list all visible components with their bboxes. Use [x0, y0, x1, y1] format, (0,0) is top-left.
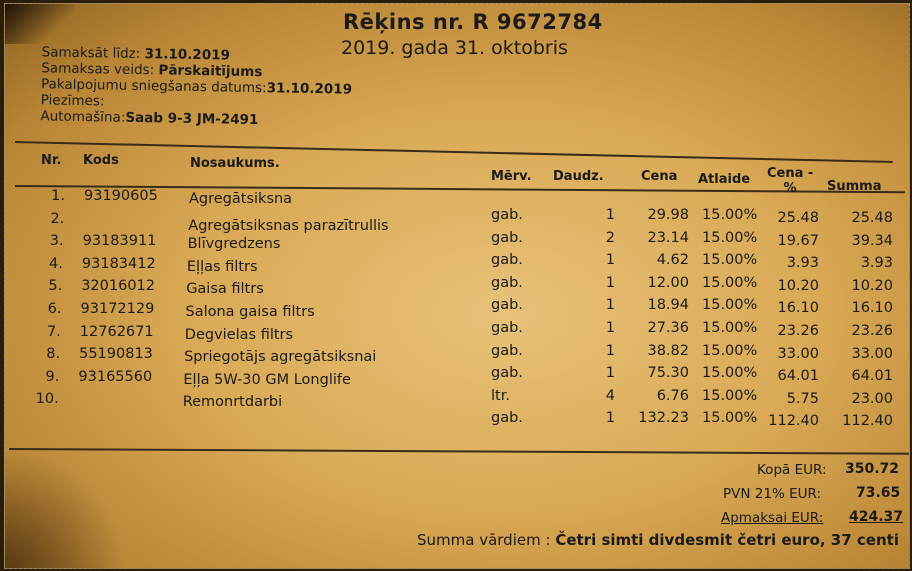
col-sum: Summa — [827, 179, 882, 194]
corner-shadow — [5, 4, 75, 44]
row-qty: 4 — [605, 387, 615, 404]
row-sum: 39.34 — [851, 232, 893, 249]
row-price: 18.94 — [647, 297, 689, 314]
row-qty: 1 — [605, 252, 615, 269]
car-label: Automašīna: — [40, 108, 126, 126]
total-label: Kopā EUR: — [757, 462, 827, 478]
row-price: 12.00 — [647, 274, 689, 291]
row-name: Eļļa 5W-30 GM Longlife — [183, 371, 351, 388]
row-unit: gab. — [491, 410, 523, 427]
row-name: Spriegotājs agregātsiksnai — [184, 349, 377, 366]
row-net-price: 16.10 — [777, 300, 819, 317]
row-qty: 2 — [605, 229, 615, 246]
row-code: 93172129 — [80, 301, 155, 317]
row-net-price: 5.75 — [786, 390, 819, 407]
invoice-title: Rēķins nr. R 9672784 — [343, 10, 603, 34]
words-label: Summa vārdiem : — [417, 531, 551, 549]
row-qty: 1 — [605, 320, 615, 336]
row-qty: 1 — [605, 342, 615, 359]
row-nr: 7. — [46, 323, 61, 340]
row-discount: 15.00% — [702, 387, 758, 404]
row-sum: 23.00 — [851, 390, 893, 407]
row-unit: gab. — [491, 207, 523, 223]
row-net-price: 112.40 — [768, 413, 819, 430]
service-date-value: 31.10.2019 — [266, 80, 353, 98]
row-name: Blīvgredzens — [187, 236, 281, 253]
service-date-label: Pakalpojumu sniegšanas datums: — [40, 76, 267, 97]
row-name: Agregātsiksna — [189, 191, 293, 207]
row-code: 93183412 — [81, 255, 156, 272]
row-name: Salona gaisa filtrs — [185, 304, 315, 320]
words-value: Četri simti divdesmit četri euro, 37 centi — [555, 531, 899, 549]
row-qty: 1 — [605, 207, 615, 223]
row-net-price: 19.67 — [777, 232, 819, 249]
row-discount: 15.00% — [702, 365, 758, 382]
col-nr: Nr. — [41, 153, 62, 168]
row-discount: 15.00% — [702, 229, 758, 246]
row-price: 23.14 — [647, 229, 689, 246]
row-sum: 64.01 — [851, 368, 893, 385]
pay-method-label: Samaksas veids: — [41, 60, 155, 79]
row-unit: gab. — [491, 274, 523, 291]
row-nr: 1. — [51, 188, 65, 204]
row-unit: gab. — [491, 320, 523, 336]
row-discount: 15.00% — [702, 274, 758, 291]
row-discount: 15.00% — [702, 320, 758, 336]
row-price: 6.76 — [656, 387, 689, 404]
row-price: 38.82 — [647, 342, 689, 359]
row-net-price: 64.01 — [777, 368, 819, 385]
row-name: Gaisa filtrs — [186, 281, 264, 298]
col-unit: Mērv. — [491, 169, 532, 184]
row-nr: 5. — [48, 278, 63, 295]
row-qty: 1 — [605, 410, 615, 427]
row-sum: 3.93 — [860, 255, 893, 272]
row-sum: 10.20 — [851, 277, 893, 294]
col-price-pct-line1: Cena - — [767, 166, 814, 181]
row-price: 75.30 — [647, 365, 689, 382]
row-unit: gab. — [491, 252, 523, 269]
row-sum: 16.10 — [851, 300, 893, 317]
row-net-price: 23.26 — [777, 323, 819, 339]
row-qty: 1 — [605, 365, 615, 382]
pay-by-value: 31.10.2019 — [144, 46, 231, 64]
row-sum: 112.40 — [842, 413, 893, 430]
row-code: 93190605 — [84, 188, 158, 204]
row-nr: 6. — [47, 301, 62, 317]
row-code: 32016012 — [81, 278, 155, 295]
amount-in-words — [417, 531, 899, 549]
row-nr: 3. — [49, 233, 64, 250]
row-name: Eļļas filtrs — [186, 258, 258, 275]
corner-shadow — [5, 448, 125, 568]
row-price: 27.36 — [647, 320, 689, 336]
col-name: Nosaukums. — [190, 156, 280, 171]
row-price: 29.98 — [647, 207, 689, 223]
pay-by-label: Samaksāt līdz: — [41, 44, 141, 63]
meta-block — [40, 44, 352, 129]
row-name: Degvielas filtrs — [184, 326, 294, 343]
col-price-pct — [767, 166, 813, 196]
row-unit: gab. — [491, 297, 523, 314]
row-code: 12762671 — [79, 323, 154, 340]
col-discount: Atlaide — [698, 172, 751, 187]
due-label: Apmaksai EUR: — [721, 510, 824, 526]
row-name: Remonrtdarbi — [182, 394, 283, 411]
row-discount: 15.00% — [702, 207, 758, 223]
row-name: Agregātsiksnas parazītrullis — [188, 217, 389, 234]
row-discount: 15.00% — [702, 297, 758, 314]
col-code: Kods — [83, 153, 119, 168]
row-sum: 23.26 — [851, 323, 893, 339]
invoice-paper — [4, 3, 910, 569]
row-price: 4.62 — [656, 252, 689, 269]
row-code: 93183911 — [82, 233, 157, 250]
due-value: 424.37 — [849, 509, 904, 525]
row-unit: ltr. — [491, 387, 510, 404]
row-unit: gab. — [491, 365, 523, 382]
vat-value: 73.65 — [856, 485, 901, 501]
row-discount: 15.00% — [702, 342, 758, 359]
pay-method-value: Pārskaitījums — [158, 62, 263, 81]
invoice-date: 2019. gada 31. oktobris — [341, 37, 568, 59]
row-nr: 10. — [35, 391, 59, 408]
row-price: 132.23 — [638, 410, 689, 427]
row-net-price: 10.20 — [777, 277, 819, 294]
notes-label: Piezīmes: — [40, 92, 105, 110]
row-net-price: 25.48 — [777, 210, 819, 226]
row-qty: 1 — [605, 297, 615, 314]
row-nr: 4. — [49, 255, 63, 272]
row-nr: 9. — [45, 368, 60, 385]
row-qty: 1 — [605, 274, 615, 291]
header-rule-top — [15, 141, 893, 163]
row-nr: 8. — [46, 346, 61, 363]
row-net-price: 33.00 — [777, 345, 819, 362]
vat-label: PVN 21% EUR: — [723, 486, 821, 502]
row-sum: 25.48 — [851, 210, 893, 226]
footer-rule — [9, 448, 909, 455]
row-discount: 15.00% — [702, 410, 758, 427]
row-code: 55190813 — [79, 346, 153, 363]
row-sum: 33.00 — [851, 345, 893, 362]
row-discount: 15.00% — [702, 252, 758, 269]
row-nr: 2. — [50, 210, 65, 227]
car-value: Saab 9-3 JM-2491 — [125, 109, 259, 129]
row-unit: gab. — [491, 229, 523, 246]
col-price-pct-line2: % — [783, 181, 797, 196]
row-net-price: 3.93 — [786, 255, 819, 272]
total-value: 350.72 — [845, 461, 900, 477]
row-code: 93165560 — [78, 368, 153, 385]
col-qty: Daudz. — [553, 169, 604, 184]
col-price: Cena — [641, 169, 678, 184]
row-unit: gab. — [491, 342, 523, 359]
